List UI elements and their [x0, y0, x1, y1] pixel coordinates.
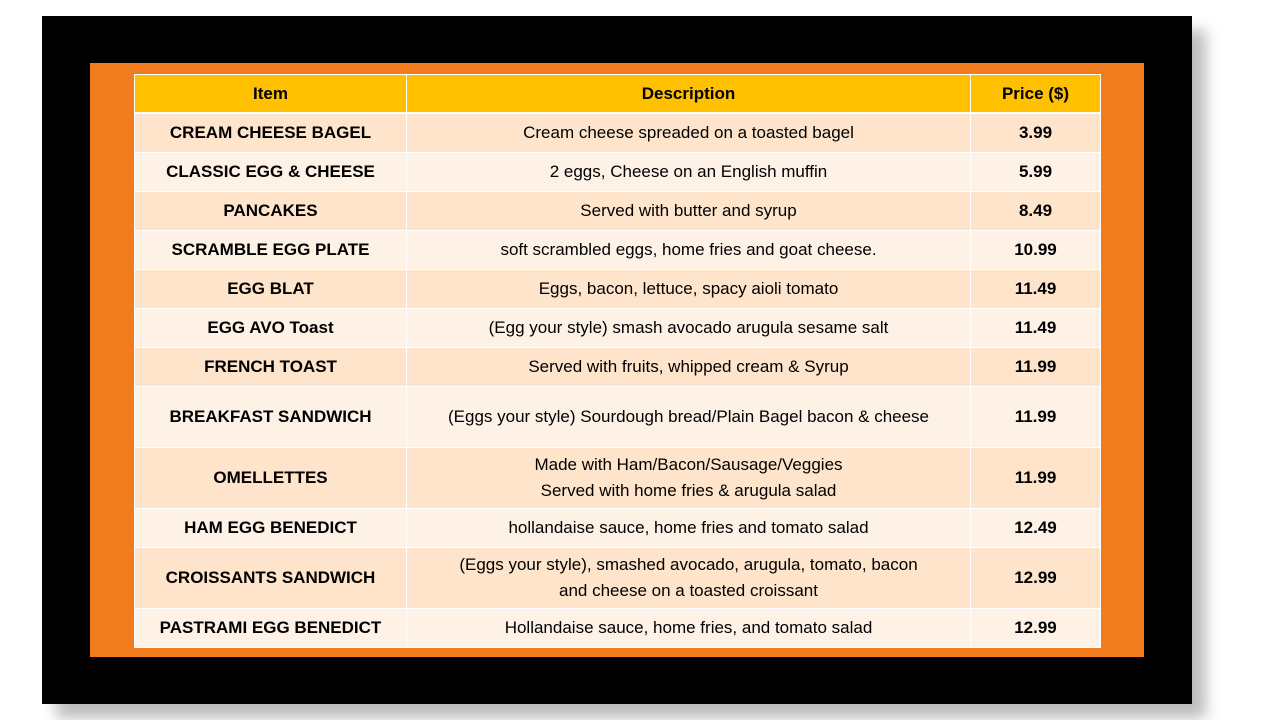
item-name: HAM EGG BENEDICT [135, 509, 407, 548]
item-price: 5.99 [971, 153, 1101, 192]
item-description [407, 348, 971, 387]
item-description [407, 153, 971, 192]
description-line: soft scrambled eggs, home fries and goat cheese. [500, 240, 877, 259]
item-price: 8.49 [971, 192, 1101, 231]
item-name: SCRAMBLE EGG PLATE [135, 231, 407, 270]
menu-table [134, 74, 1101, 648]
item-description [407, 387, 971, 448]
description-line: hollandaise sauce, home fries and tomato salad [508, 518, 869, 537]
description-line: Served with home fries & arugula salad [540, 481, 837, 500]
item-price: 11.49 [971, 309, 1101, 348]
description-line: (Eggs your style) Sourdough bread/Plain Bagel bacon & cheese [447, 407, 930, 426]
item-price: 11.99 [971, 387, 1101, 448]
table-row [135, 192, 1101, 231]
item-name: FRENCH TOAST [135, 348, 407, 387]
description-line: and cheese on a toasted croissant [559, 581, 818, 600]
description-line: 2 eggs, Cheese on an English muffin [549, 162, 828, 181]
table-row [135, 548, 1101, 609]
item-name: OMELLETTES [135, 448, 407, 509]
table-row [135, 309, 1101, 348]
item-description [407, 609, 971, 648]
item-price: 12.99 [971, 609, 1101, 648]
item-description [407, 309, 971, 348]
item-price: 10.99 [971, 231, 1101, 270]
item-description [407, 270, 971, 309]
header-item: Item [135, 75, 407, 114]
table-row [135, 153, 1101, 192]
description-line: Served with fruits, whipped cream & Syrup [528, 357, 849, 376]
header-row [135, 75, 1101, 114]
item-price: 11.49 [971, 270, 1101, 309]
item-name: BREAKFAST SANDWICH [135, 387, 407, 448]
description-line: Cream cheese spreaded on a toasted bagel [523, 123, 854, 142]
item-name: CLASSIC EGG & CHEESE [135, 153, 407, 192]
item-name: CREAM CHEESE BAGEL [135, 113, 407, 153]
description-line: Eggs, bacon, lettuce, spacy aioli tomato [538, 279, 839, 298]
header-price: Price ($) [971, 75, 1101, 114]
header-description: Description [407, 75, 971, 114]
item-description [407, 113, 971, 153]
table-row [135, 387, 1101, 448]
item-price: 3.99 [971, 113, 1101, 153]
item-description [407, 448, 971, 509]
table-row [135, 348, 1101, 387]
table-row [135, 270, 1101, 309]
item-description [407, 548, 971, 609]
item-description [407, 192, 971, 231]
table-row [135, 448, 1101, 509]
item-price: 11.99 [971, 348, 1101, 387]
description-line: (Egg your style) smash avocado arugula sesame salt [488, 318, 889, 337]
item-description [407, 509, 971, 548]
item-name: PASTRAMI EGG BENEDICT [135, 609, 407, 648]
item-name: CROISSANTS SANDWICH [135, 548, 407, 609]
item-name: EGG AVO Toast [135, 309, 407, 348]
table-row [135, 609, 1101, 648]
description-line: (Eggs your style), smashed avocado, arugula, tomato, bacon [459, 555, 918, 574]
item-price: 12.99 [971, 548, 1101, 609]
description-line: Made with Ham/Bacon/Sausage/Veggies [534, 455, 843, 474]
table-row [135, 231, 1101, 270]
item-name: PANCAKES [135, 192, 407, 231]
item-description [407, 231, 971, 270]
item-price: 12.49 [971, 509, 1101, 548]
table-row [135, 509, 1101, 548]
description-line: Hollandaise sauce, home fries, and tomato salad [504, 618, 873, 637]
table-row [135, 113, 1101, 153]
item-name: EGG BLAT [135, 270, 407, 309]
description-line: Served with butter and syrup [580, 201, 797, 220]
item-price: 11.99 [971, 448, 1101, 509]
